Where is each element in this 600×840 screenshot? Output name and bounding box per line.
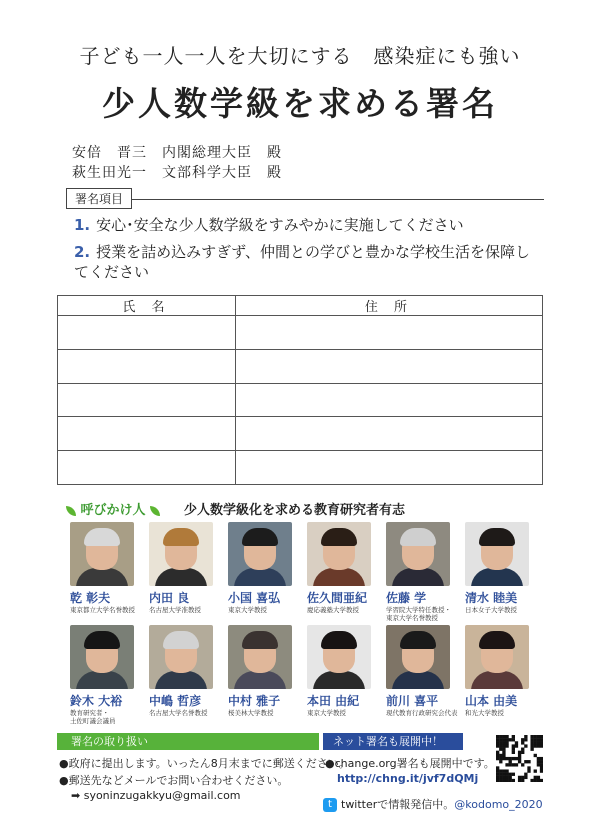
caller-title: 学習院大学特任教授・ — [386, 606, 451, 614]
caller-name: 佐久間亜紀 — [307, 591, 368, 605]
caller-title: 東京都立大学名誉教授 — [70, 606, 135, 614]
callers-group-name: 少人数学級化を求める教育研究者有志 — [184, 503, 406, 518]
caller-title: 現代教育行政研究会代表 — [386, 709, 458, 717]
signature-table — [57, 295, 543, 485]
handling-line-1: ●政府に提出します。いったん8月末までに郵送ください。 — [59, 757, 350, 770]
callers-tag-label: 呼びかけ人 — [80, 503, 146, 518]
caller-card — [70, 522, 136, 614]
caller-title: 名古屋大学名誉教授 — [149, 709, 208, 717]
item-text: 安心･安全な少人数学級をすみやかに実施してください — [96, 216, 464, 234]
caller-title: 慶応義塾大学教授 — [307, 606, 359, 614]
caller-photo — [149, 522, 213, 586]
section-divider — [66, 199, 544, 200]
caller-title: 日本女子大学教授 — [465, 606, 517, 614]
change-org-link[interactable]: http://chng.it/jvf7dQMj — [337, 772, 479, 785]
caller-name: 前川 喜平 — [386, 694, 439, 708]
caller-title: 桜美林大学教授 — [228, 709, 274, 717]
signature-row — [58, 417, 543, 451]
handling-notice — [57, 733, 350, 819]
name-cell[interactable] — [58, 316, 236, 350]
handling-heading: 署名の取り扱い — [57, 733, 319, 750]
item-number: 2. — [74, 243, 91, 261]
section-label: 署名項目 — [66, 188, 132, 209]
qr-code-icon — [496, 735, 543, 782]
caller-card — [228, 625, 294, 717]
addressee-education-minister: 萩生田光一 文部科学大臣 殿 — [72, 165, 282, 181]
callers-header — [66, 499, 544, 519]
caller-photo — [70, 625, 134, 689]
name-cell[interactable] — [58, 451, 236, 485]
caller-name: 中嶋 哲彦 — [149, 694, 202, 708]
caller-card — [465, 625, 531, 717]
caller-photo — [465, 625, 529, 689]
caller-photo — [386, 522, 450, 586]
caller-name: 小国 喜弘 — [228, 591, 281, 605]
twitter-handle[interactable]: @kodomo_2020 — [454, 798, 543, 811]
online-petition-heading: ネット署名も展開中！ — [323, 733, 463, 750]
caller-name: 山本 由美 — [465, 694, 518, 708]
caller-title: 東京大学名誉教授 — [386, 614, 438, 622]
caller-photo — [465, 522, 529, 586]
page-title: 少人数学級を求める署名 — [102, 84, 498, 123]
caller-title: 教育研究者・ — [70, 709, 109, 717]
address-cell[interactable] — [236, 451, 543, 485]
caller-name: 清水 睦美 — [465, 591, 518, 605]
caller-photo — [228, 625, 292, 689]
caller-name: 本田 由紀 — [307, 694, 360, 708]
twitter-text: twitterで情報発信中。 — [341, 798, 455, 811]
caller-photo — [307, 625, 371, 689]
petition-item-1 — [74, 215, 544, 235]
online-petition-line: ●change.org署名も展開中です。 — [325, 757, 495, 770]
addressee-prime-minister: 安倍 晋三 内閣総理大臣 殿 — [72, 145, 282, 161]
twitter-notice — [323, 796, 543, 812]
leaf-icon — [66, 506, 76, 516]
caller-title: 土佐町議会議員 — [70, 717, 116, 725]
caller-card — [465, 522, 531, 614]
online-petition-notice — [323, 733, 543, 819]
caller-card — [149, 625, 215, 717]
name-cell[interactable] — [58, 349, 236, 383]
caller-card — [228, 522, 294, 614]
caller-title: 東京大学教授 — [228, 606, 267, 614]
page-subtitle: 子ども一人一人を大切にする 感染症にも強い — [79, 44, 521, 68]
caller-name: 鈴木 大裕 — [70, 694, 123, 708]
signature-row — [58, 383, 543, 417]
handling-line-2: ●郵送先などメールでお問い合わせください。 — [59, 774, 289, 787]
caller-photo — [228, 522, 292, 586]
caller-photo — [307, 522, 371, 586]
caller-title: 和光大学教授 — [465, 709, 504, 717]
caller-name: 中村 雅子 — [228, 694, 281, 708]
caller-card — [70, 625, 136, 725]
signature-row — [58, 316, 543, 350]
caller-photo — [149, 625, 213, 689]
name-cell[interactable] — [58, 383, 236, 417]
name-column-header: 氏 名 — [58, 296, 236, 316]
caller-card — [386, 522, 452, 622]
address-cell[interactable] — [236, 316, 543, 350]
petition-item-2 — [74, 242, 544, 282]
address-column-header: 住 所 — [236, 296, 543, 316]
item-text: 授業を詰め込みすぎず、仲間との学びと豊かな学校生活を保障してください — [74, 243, 530, 281]
caller-name: 内田 良 — [149, 591, 190, 605]
caller-title: 東京大学教授 — [307, 709, 346, 717]
callers-tag — [66, 499, 160, 518]
caller-photo — [70, 522, 134, 586]
address-cell[interactable] — [236, 383, 543, 417]
caller-name: 佐藤 学 — [386, 591, 427, 605]
name-cell[interactable] — [58, 417, 236, 451]
contact-email[interactable]: ➡ syoninzugakkyu@gmail.com — [71, 789, 241, 802]
caller-card — [307, 522, 373, 614]
twitter-bird-icon: t — [323, 798, 337, 812]
signature-row — [58, 349, 543, 383]
caller-card — [307, 625, 373, 717]
caller-name: 乾 彰夫 — [70, 591, 111, 605]
item-number: 1. — [74, 216, 91, 234]
caller-card — [149, 522, 215, 614]
address-cell[interactable] — [236, 349, 543, 383]
signature-row — [58, 451, 543, 485]
leaf-icon — [150, 506, 160, 516]
address-cell[interactable] — [236, 417, 543, 451]
caller-photo — [386, 625, 450, 689]
caller-card — [386, 625, 458, 717]
caller-title: 名古屋大学准教授 — [149, 606, 201, 614]
